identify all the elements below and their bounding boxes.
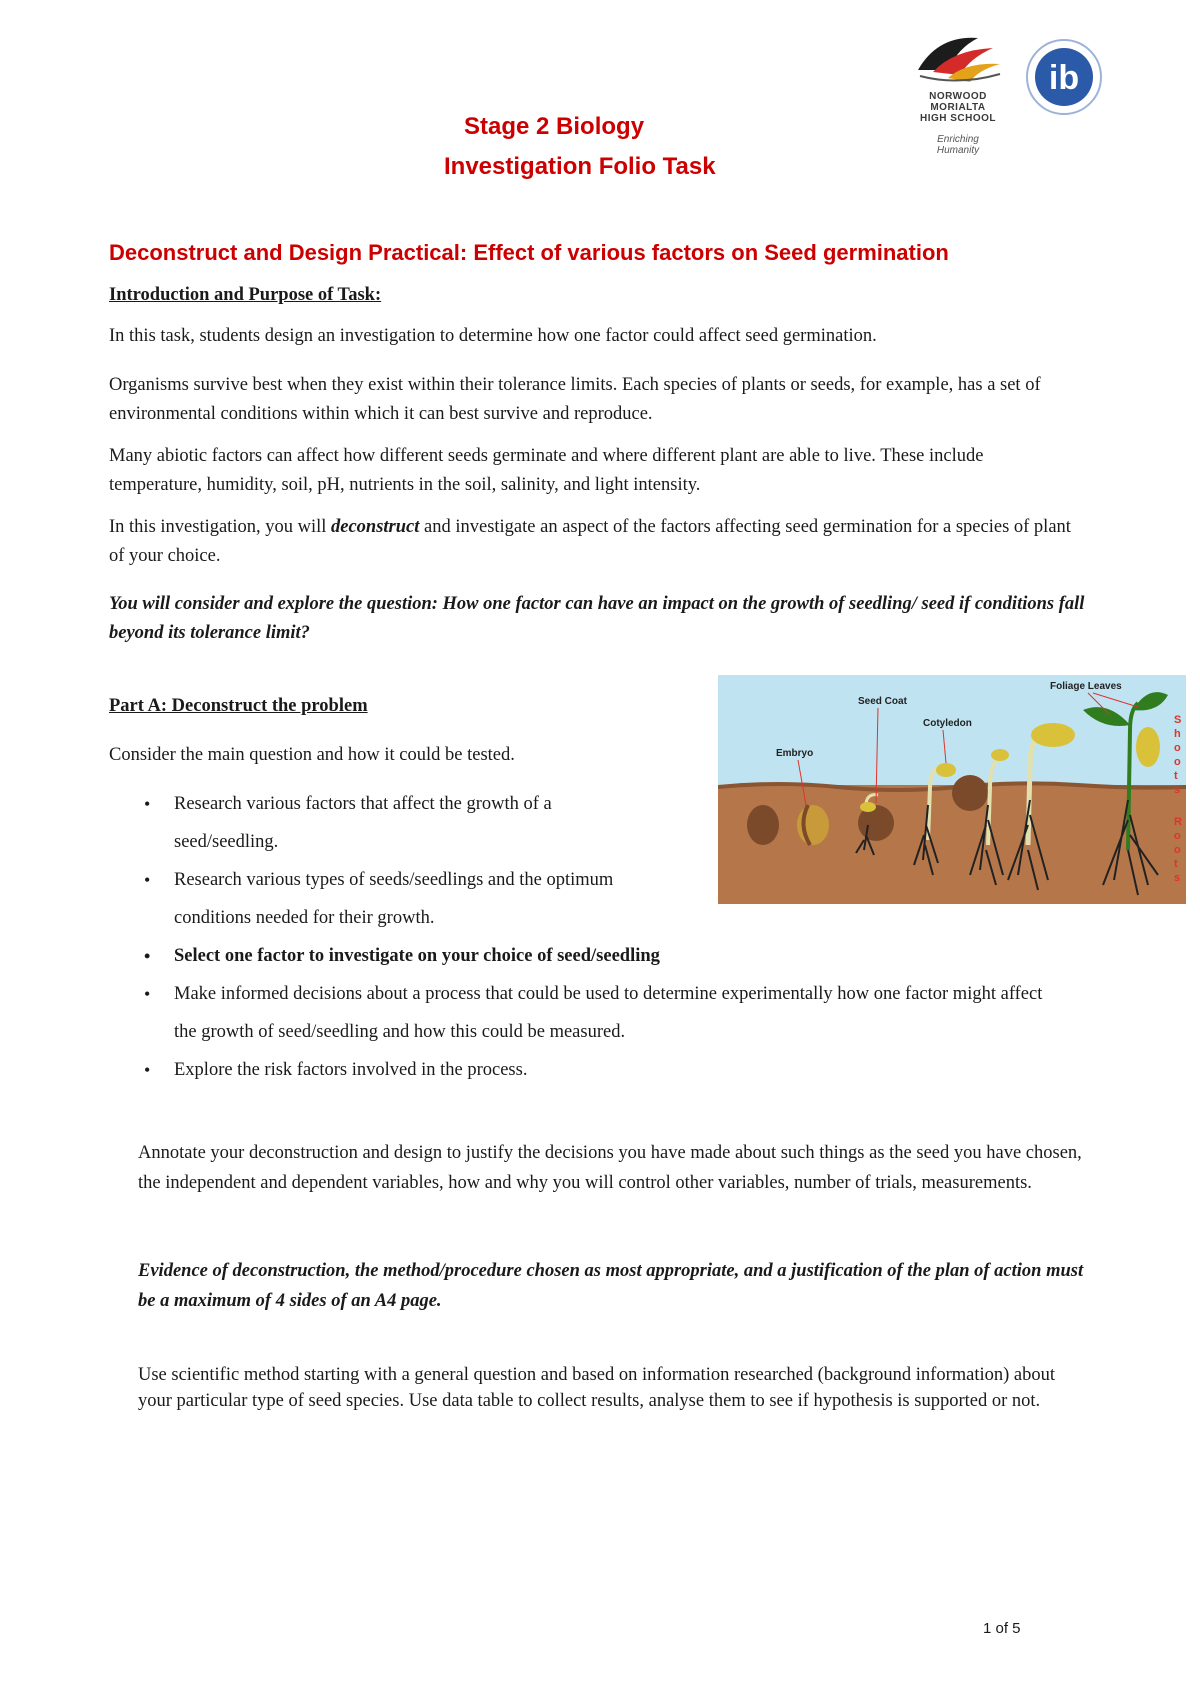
list-item (100, 975, 1064, 1051)
intro-paragraph-2: Organisms survive best when they exist within their tolerance limits. Each species of plants or seeds, for example, has a set of environmental conditions within which it can best survive and reproduce. (109, 375, 1041, 424)
school-crest-icon (908, 30, 1008, 90)
bullet-glyph: • (144, 1060, 151, 1080)
part-a-bullets (100, 785, 1100, 1089)
bullet-text: Explore the risk factors involved in the process. (174, 1060, 528, 1080)
scientific-method-paragraph: Use scientific method starting with a general question and based on information researched (background information) about your particular type of seed species. Use data table to collect results, analyse them to see if hypothesis is supported or not. (138, 1365, 1056, 1411)
page-subtitle: Investigation Folio Task (444, 153, 716, 180)
page-title: Stage 2 Biology (464, 113, 645, 140)
list-item (100, 785, 594, 861)
label-cotyledon: Cotyledon (923, 718, 972, 729)
ib-logo-text: ib (1048, 59, 1080, 97)
list-item (100, 1051, 1100, 1089)
svg-text:o: o (1174, 742, 1181, 754)
bullet-text: Research various factors that affect the growth of a seed/seedling. (174, 794, 552, 852)
part-a-heading: Part A: Deconstruct the problem (109, 696, 368, 716)
task-heading: Deconstruct and Design Practical: Effect of various factors on Seed germination (109, 240, 949, 265)
bullet-text: Select one factor to investigate on your choice of seed/seedling (174, 946, 660, 966)
intro-paragraph-1: In this task, students design an investigation to determine how one factor could affect seed germination. (109, 326, 877, 346)
intro-paragraph-3: Many abiotic factors can affect how different seeds germinate and where different plant are able to live. These include temperature, humidity, soil, pH, nutrients in the soil, salinity, and light intensity. (109, 446, 984, 495)
label-foliage-leaves: Foliage Leaves (1050, 681, 1122, 692)
bullet-glyph: • (144, 794, 151, 814)
bullet-glyph: • (144, 870, 151, 890)
annotate-paragraph: Annotate your deconstruction and design to justify the decisions you have made about such things as the seed you have chosen, the independent and dependent variables, how and why you will control other variables, number of trials, measurements. (138, 1143, 1082, 1193)
svg-text:o: o (1174, 756, 1181, 768)
evidence-paragraph: Evidence of deconstruction, the method/procedure chosen as most appropriate, and a justification of the plan of action must be a maximum of 4 sides of an A4 page. (138, 1261, 1084, 1311)
svg-text:h: h (1174, 728, 1181, 740)
intro-heading: Introduction and Purpose of Task: (109, 285, 382, 305)
svg-text:R: R (1174, 816, 1182, 828)
intro-p4-after: and investigate an aspect of the factors affecting seed germination for a species of plant of your choice. (109, 517, 1071, 566)
page-number: 1 of 5 (983, 1620, 1021, 1637)
list-item (100, 861, 624, 937)
research-question: You will consider and explore the question: How one factor can have an impact on the growth of seedling/ seed if conditions fall beyond its tolerance limit? (109, 594, 1085, 643)
intro-p4-before: In this investigation, you will (109, 517, 331, 537)
label-seed-coat: Seed Coat (858, 696, 907, 707)
ib-seal-icon (1025, 38, 1103, 116)
label-embryo: Embryo (776, 748, 814, 759)
svg-text:o: o (1174, 844, 1181, 856)
svg-text:S: S (1174, 714, 1182, 726)
school-logo (908, 30, 1008, 156)
school-tagline: Enriching Humanity (936, 134, 980, 156)
intro-p4-emphasis: deconstruct (331, 517, 420, 537)
list-item (100, 937, 1100, 975)
svg-text:s: s (1174, 872, 1181, 884)
ib-logo (1025, 38, 1103, 116)
intro-paragraph-4 (109, 513, 1089, 571)
svg-text:s: s (1174, 784, 1181, 796)
bullet-glyph: • (144, 946, 151, 966)
svg-text:o: o (1174, 830, 1181, 842)
bullet-glyph: • (144, 984, 151, 1004)
svg-text:t: t (1174, 770, 1178, 782)
part-a-lead: Consider the main question and how it could be tested. (109, 745, 515, 765)
bullet-text: Make informed decisions about a process that could be used to determine experimentally how one factor might affect the growth of seed/seedling and how this could be measured. (174, 984, 1043, 1042)
svg-text:t: t (1174, 858, 1178, 870)
school-name: NORWOOD MORIALTA HIGH SCHOOL (919, 91, 997, 124)
bullet-text: Research various types of seeds/seedlings and the optimum conditions needed for their growth. (174, 870, 614, 928)
